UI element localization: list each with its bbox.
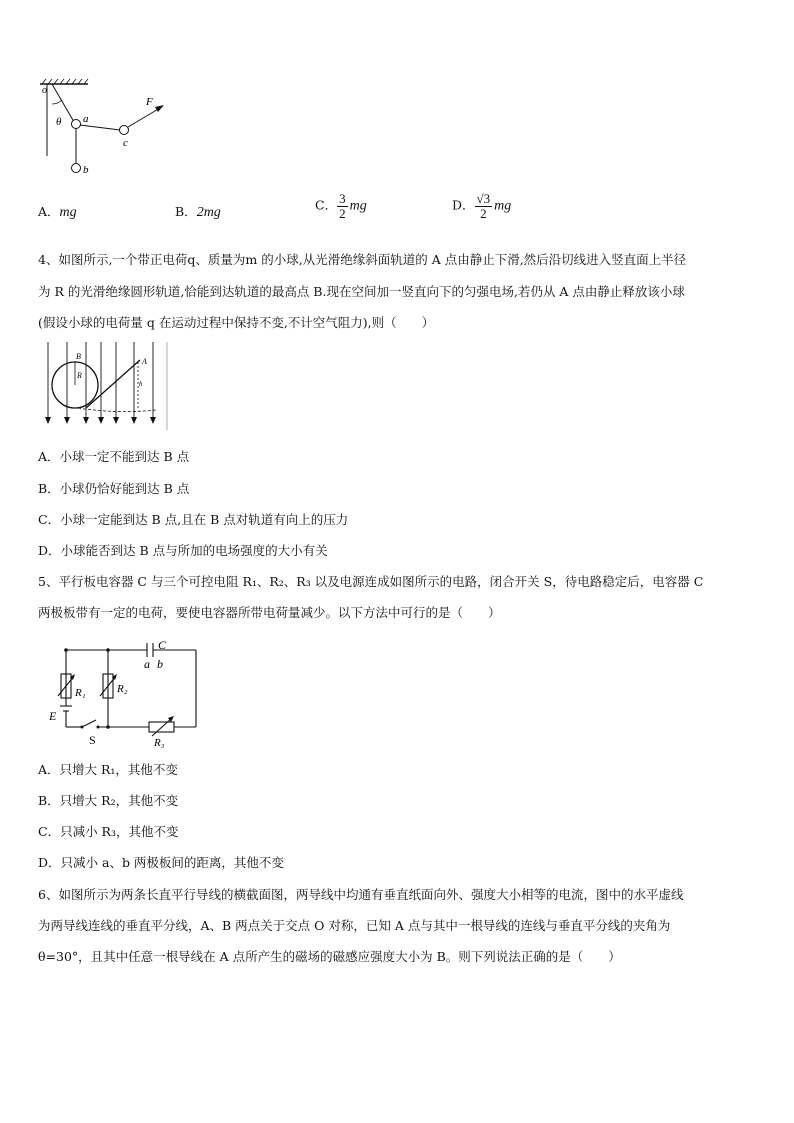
q5-circuit-figure [44, 636, 204, 748]
q4-label-B: B [76, 352, 81, 361]
q3-figure [30, 78, 180, 183]
q6-stem-line-2: 为两导线连线的垂直平分线，A、B 两点关于交点 O 对称，已知 A 点与其中一根导线的连线与垂直平分线的夹角为 [38, 918, 671, 933]
q5-option-b[interactable]: B．只增大 R₂，其他不变 [38, 793, 179, 808]
q3-label-theta: θ [56, 116, 62, 128]
q5-label-b: b [157, 657, 163, 671]
q3-option-d[interactable]: D． $\frac{√3}{2}$ mg [452, 191, 512, 221]
q4-stem-line-1: 4、如图所示,一个带正电荷q、质量为m 的小球,从光滑绝缘斜面轨道的 A 点由静止下滑,然后沿切线进入竖直面上半径 [38, 252, 687, 267]
q4-figure [38, 340, 170, 435]
q5-label-R3: R₃ [154, 737, 165, 748]
q3-option-a[interactable]: A．mg [38, 204, 77, 220]
q4-label-A: A [142, 357, 147, 366]
q5-label-R2: R₂ [117, 683, 128, 695]
q5-option-c[interactable]: C．只减小 R₃，其他不变 [38, 824, 179, 839]
q4-option-b[interactable]: B．小球仍恰好能到达 B 点 [38, 481, 190, 496]
q3-label-b: b [83, 164, 89, 176]
q4-label-R: R [77, 371, 82, 380]
q4-stem-line-3: (假设小球的电荷量 q 在运动过程中保持不变,不计空气阻力),则（ ） [38, 315, 435, 330]
q5-stem-line-2: 两极板带有一定的电荷，要使电容器所带电荷量减少。以下方法中可行的是（ ） [38, 605, 501, 620]
q3-option-b[interactable]: B．2mg [175, 204, 221, 220]
q3-label-a: a [83, 113, 89, 125]
q5-label-R1: R₁ [75, 687, 86, 699]
q4-option-d[interactable]: D．小球能否到达 B 点与所加的电场强度的大小有关 [38, 543, 328, 558]
q4-option-c[interactable]: C．小球一定能到达 B 点,且在 B 点对轨道有向上的压力 [38, 512, 349, 527]
q3-label-o: o [42, 85, 47, 96]
q5-option-a[interactable]: A．只增大 R₁，其他不变 [38, 762, 178, 777]
q3-label-c: c [123, 137, 128, 149]
q6-stem-line-3: θ=30°，且其中任意一根导线在 A 点所产生的磁场的磁感应强度大小为 B。则下列说法正确的是（ ） [38, 949, 621, 964]
q5-option-d[interactable]: D．只减小 a、b 两极板间的距离，其他不变 [38, 855, 284, 870]
q3-label-F: F [146, 96, 153, 108]
q5-label-a: a [144, 657, 150, 671]
q5-stem-line-1: 5、平行板电容器 C 与三个可控电阻 R₁、R₂、R₃ 以及电源连成如图所示的电路，闭合开关 S，待电路稳定后，电容器 C [38, 574, 704, 589]
q5-label-C: C [158, 638, 167, 652]
q6-stem-line-1: 6、如图所示为两条长直平行导线的横截面图，两导线中均通有垂直纸面向外、强度大小相等的电流，图中的水平虚线 [38, 887, 684, 902]
q4-stem-line-2: 为 R 的光滑绝缘圆形轨道,恰能到达轨道的最高点 B.现在空间加一竖直向下的匀强电场,若仍从 A 点由静止释放该小球 [38, 284, 685, 299]
q3-option-c[interactable]: C． $\frac{3}{2}$ mg [315, 191, 367, 221]
q5-label-S: S [89, 733, 96, 747]
q4-label-h: h [139, 380, 143, 388]
q5-label-E: E [49, 709, 57, 723]
q4-option-a[interactable]: A．小球一定不能到达 B 点 [38, 449, 190, 464]
